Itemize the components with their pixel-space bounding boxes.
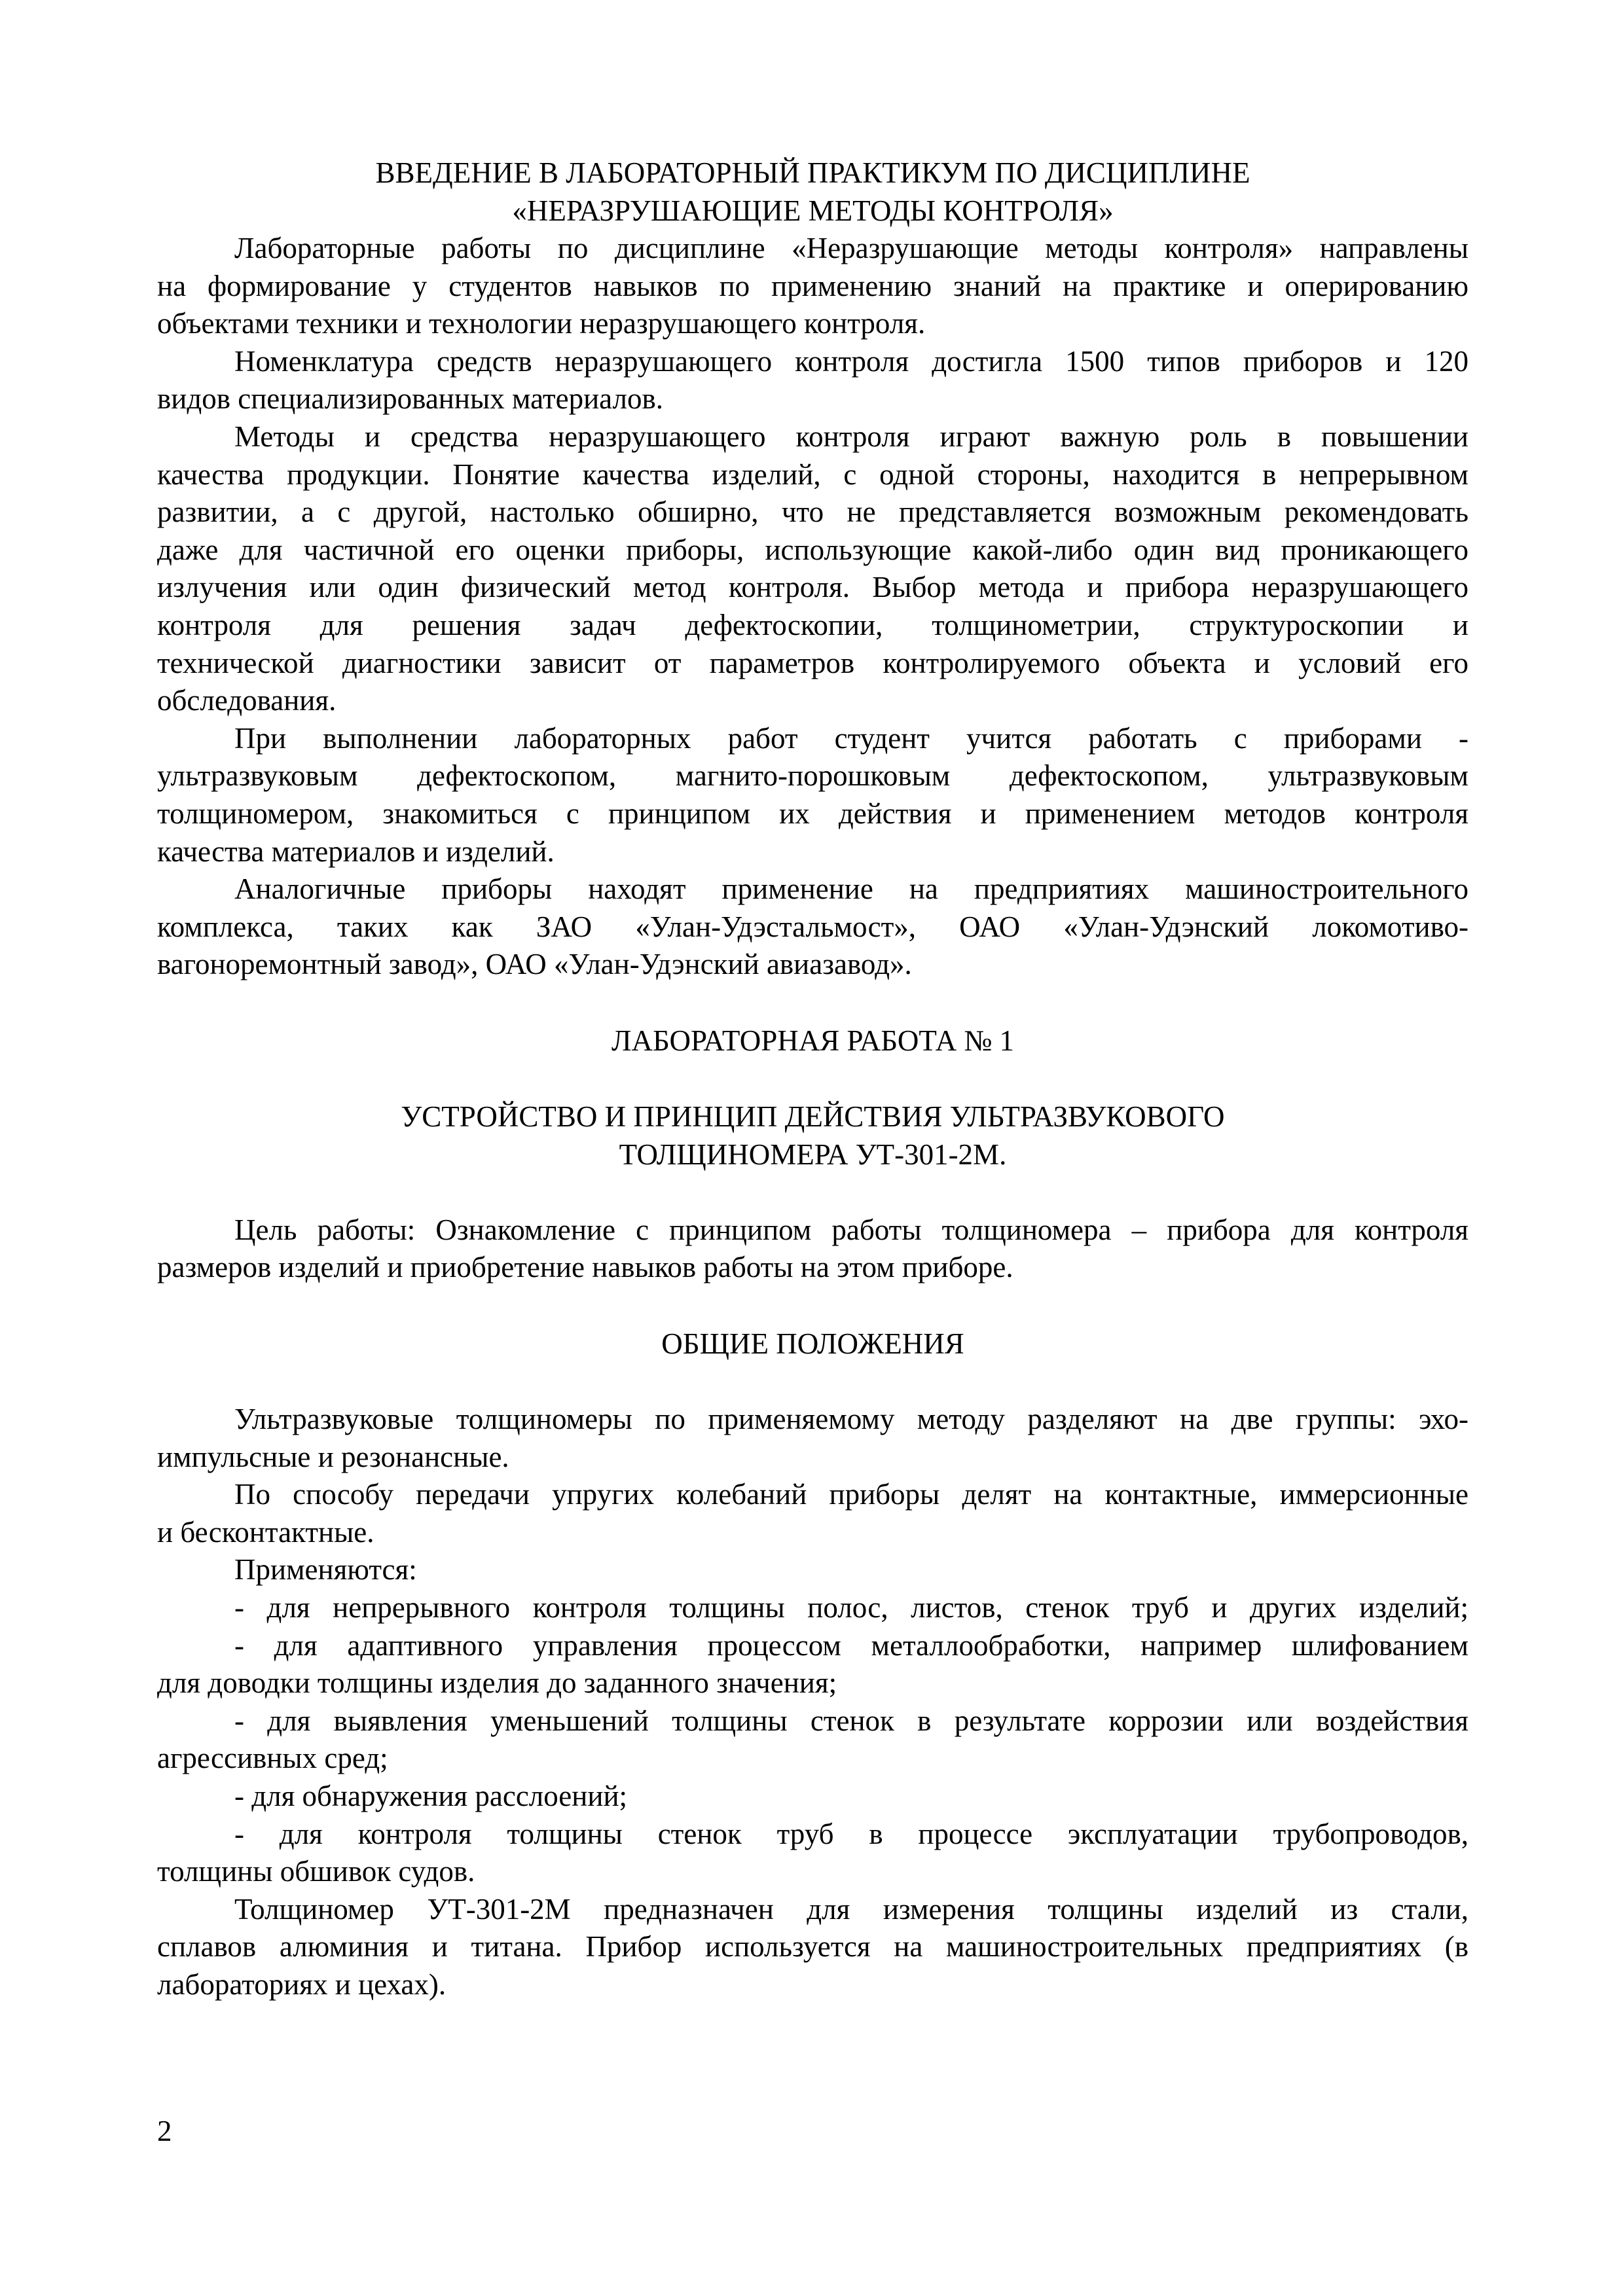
text-line: ультразвуковым дефектоскопом, магнито-порошковым дефектоскопом, ультразвуковым (157, 759, 1468, 793)
text-line: и бесконтактные. (157, 1515, 374, 1549)
title-line-2: «НЕРАЗРУШАЮЩИЕ МЕТОДЫ КОНТРОЛЯ» (512, 194, 1114, 227)
document-page (157, 154, 1468, 2004)
intro-paragraph-5 (157, 870, 1468, 984)
text-line: Методы и средства неразрушающего контроля играют важную роль в повышении (234, 420, 1468, 453)
text-line: Применяются: (234, 1553, 417, 1587)
text-line: развитии, а с другой, настолько обширно, что не представляется возможным рекомендовать (157, 495, 1468, 529)
intro-paragraph-3 (157, 418, 1468, 720)
lab-goal-paragraph (157, 1211, 1468, 1287)
text-line: на формирование у студентов навыков по применению знаний на практике и оперированию (157, 269, 1468, 302)
text-line: сплавов алюминия и титана. Прибор используется на машиностроительных предприятиях (в (157, 1930, 1468, 1964)
general-paragraph-2 (157, 1476, 1468, 1551)
intro-paragraph-1 (157, 230, 1468, 343)
text-line: контроля для решения задач дефектоскопии, толщинометрии, структуроскопии и (157, 608, 1468, 641)
text-line: даже для частичной его оценки приборы, использующие какой-либо один вид проникающего (157, 533, 1468, 566)
text-line: агрессивных сред; (157, 1742, 388, 1775)
text-line: толщиномером, знакомиться с принципом их действия и применением методов контроля (157, 797, 1468, 830)
text-line: технической диагностики зависит от параметров контролируемого объекта и условий его (157, 646, 1468, 679)
text-line: комплекса, таких как ЗАО «Улан-Удэстальмост», ОАО «Улан-Удэнский локомотиво- (157, 910, 1468, 943)
text-line: По способу передачи упругих колебаний приборы делят на контактные, иммерсионные (234, 1478, 1468, 1511)
text-line: качества материалов и изделий. (157, 834, 555, 868)
text-line: толщины обшивок судов. (157, 1855, 475, 1888)
text-line: лабораториях и цехах). (157, 1967, 447, 2001)
text-line: Номенклатура средств неразрушающего контроля достигла 1500 типов приборов и 120 (234, 344, 1468, 378)
text-line: видов специализированных материалов. (157, 382, 663, 416)
text-line: - для адаптивного управления процессом металлообработки, например шлифованием (234, 1628, 1468, 1662)
text-line: вагоноремонтный завод», ОАО «Улан-Удэнский авиазавод». (157, 948, 912, 981)
general-paragraph-4 (157, 1891, 1468, 2004)
lab-title-line-1: УСТРОЙСТВО И ПРИНЦИП ДЕЙСТВИЯ УЛЬТРАЗВУКОВОГО (401, 1100, 1225, 1133)
list-item (157, 1702, 1468, 1778)
text-line: При выполнении лабораторных работ студент учится работать с приборами - (234, 721, 1468, 755)
text-line: - для контроля толщины стенок труб в процессе эксплуатации трубопроводов, (234, 1817, 1468, 1850)
list-item (157, 1816, 1468, 1891)
lab-title-line-2: ТОЛЩИНОМЕРА УТ-301-2М. (619, 1138, 1007, 1171)
intro-paragraph-2 (157, 343, 1468, 418)
lab-number-heading: ЛАБОРАТОРНАЯ РАБОТА № 1 (611, 1024, 1014, 1057)
text-line: - для непрерывного контроля толщины полос, листов, стенок труб и других изделий; (234, 1591, 1468, 1624)
text-line: обследования. (157, 684, 337, 717)
general-heading: ОБЩИЕ ПОЛОЖЕНИЯ (661, 1327, 964, 1361)
general-paragraph-3 (157, 1551, 1468, 1589)
list-item (157, 1627, 1468, 1702)
text-line: объектами техники и технологии неразрушающего контроля. (157, 307, 926, 340)
text-line: Ультразвуковые толщиномеры по применяемому методу разделяют на две группы: эхо- (234, 1403, 1468, 1436)
text-line: размеров изделий и приобретение навыков работы на этом приборе. (157, 1251, 1013, 1284)
text-line: Толщиномер УТ-301-2М предназначен для измерения толщины изделий из стали, (234, 1892, 1468, 1926)
page-number: 2 (157, 2115, 172, 2147)
general-paragraph-1 (157, 1401, 1468, 1476)
intro-paragraph-4 (157, 720, 1468, 870)
text-line: - для выявления уменьшений толщины стенок в результате коррозии или воздействия (234, 1704, 1468, 1737)
title-line-1: ВВЕДЕНИЕ В ЛАБОРАТОРНЫЙ ПРАКТИКУМ ПО ДИСЦИПЛИНЕ (375, 156, 1250, 189)
text-line: Аналогичные приборы находят применение на предприятиях машиностроительного (234, 872, 1468, 906)
text-line: Цель работы: Ознакомление с принципом работы толщиномера – прибора для контроля (234, 1213, 1468, 1246)
text-line: излучения или один физический метод контроля. Выбор метода и прибора неразрушающего (157, 571, 1468, 604)
text-line: для доводки толщины изделия до заданного значения; (157, 1666, 837, 1700)
text-line: качества продукции. Понятие качества изделий, с одной стороны, находится в непрерывном (157, 457, 1468, 491)
text-line: - для обнаружения расслоений; (234, 1780, 628, 1812)
text-line: Лабораторные работы по дисциплине «Неразрушающие методы контроля» направлены (234, 232, 1468, 264)
list-item (157, 1589, 1468, 1627)
text-line: импульсные и резонансные. (157, 1440, 509, 1473)
list-item (157, 1778, 1468, 1816)
